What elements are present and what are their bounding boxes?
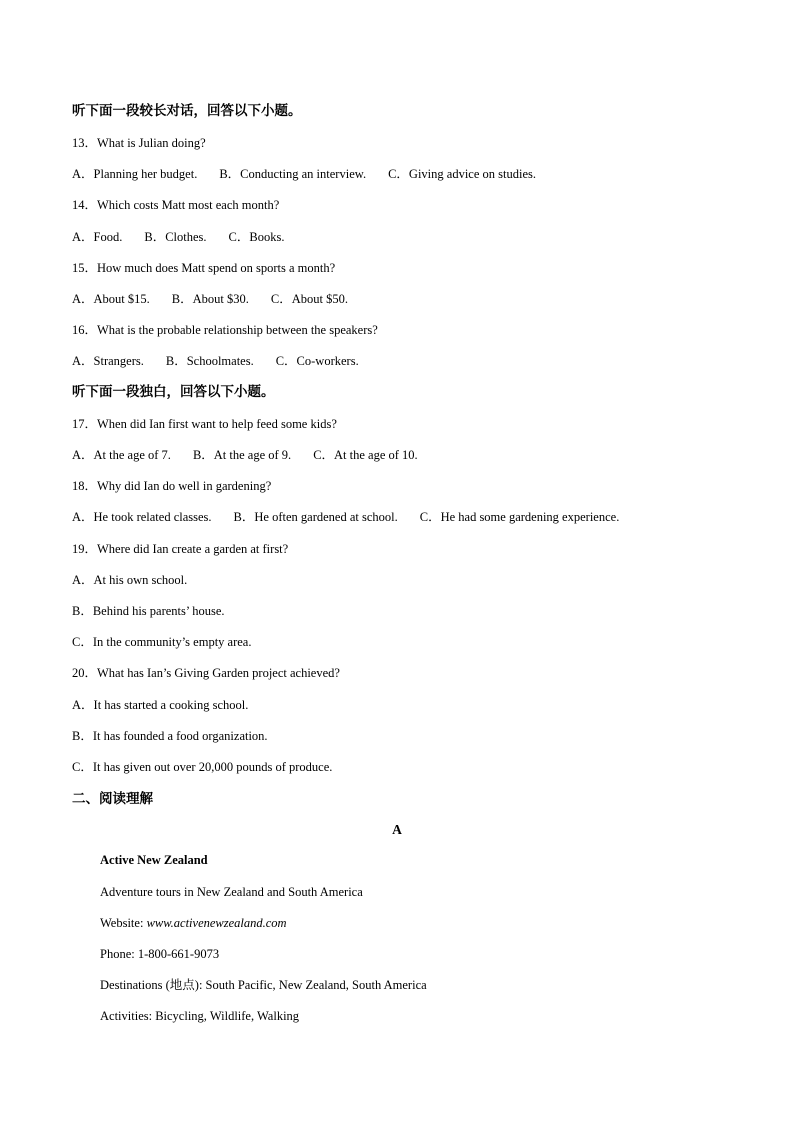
option-c[interactable]: C．Books. [228, 230, 285, 244]
option-c[interactable]: C．It has given out over 20,000 pounds of produce. [72, 760, 333, 774]
options-16 [72, 353, 359, 369]
option-a[interactable]: A．About $15. [72, 292, 150, 306]
option-b[interactable]: B．Schoolmates. [165, 354, 254, 368]
option-b[interactable]: B．Behind his parents’ house. [72, 604, 225, 618]
section-heading-dialogue: 听下面一段较长对话，回答以下小题。 [72, 103, 302, 118]
option-c[interactable]: C．At the age of 10. [313, 448, 418, 462]
option-c[interactable]: C．He had some gardening experience. [419, 510, 620, 524]
website-line [100, 915, 287, 931]
website-link[interactable]: www.activenewzealand.com [146, 916, 287, 930]
phone-line: Phone: 1-800-661-9073 [100, 947, 220, 961]
reading-section-heading: 二、阅读理解 [72, 791, 153, 806]
question-20: 20．What has Ian’s Giving Garden project achieved? [72, 666, 340, 680]
options-17 [72, 447, 418, 463]
option-a[interactable]: A．Strangers. [72, 354, 144, 368]
question-15: 15．How much does Matt spend on sports a month? [72, 261, 336, 275]
option-b[interactable]: B．About $30. [171, 292, 249, 306]
option-c[interactable]: C．Co-workers. [275, 354, 359, 368]
option-c[interactable]: C．In the community’s empty area. [72, 635, 252, 649]
option-b[interactable]: B．At the age of 9. [192, 448, 292, 462]
option-a[interactable]: A．At the age of 7. [72, 448, 171, 462]
options-13 [72, 166, 536, 182]
question-19: 19．Where did Ian create a garden at first? [72, 542, 289, 556]
option-b[interactable]: B．Clothes. [144, 230, 207, 244]
options-18 [72, 509, 619, 525]
question-14: 14．Which costs Matt most each month? [72, 198, 280, 212]
passage-title: Active New Zealand [100, 853, 208, 867]
section-heading-monologue: 听下面一段独白，回答以下小题。 [72, 384, 275, 399]
option-b[interactable]: B．Conducting an interview. [219, 167, 367, 181]
website-label: Website: [100, 916, 147, 930]
activities-line: Activities: Bicycling, Wildlife, Walking [100, 1009, 300, 1023]
option-a[interactable]: A．At his own school. [72, 573, 188, 587]
option-b[interactable]: B．He often gardened at school. [233, 510, 398, 524]
option-c[interactable]: C．Giving advice on studies. [388, 167, 536, 181]
question-17: 17．When did Ian first want to help feed some kids? [72, 417, 337, 431]
option-a[interactable]: A．Planning her budget. [72, 167, 198, 181]
passage-label: A [392, 822, 402, 837]
option-c[interactable]: C．About $50. [270, 292, 348, 306]
destinations-line: Destinations (地点): South Pacific, New Zealand, South America [100, 978, 427, 992]
option-a[interactable]: A．It has started a cooking school. [72, 698, 249, 712]
option-a[interactable]: A．He took related classes. [72, 510, 212, 524]
options-15 [72, 291, 348, 307]
question-18: 18．Why did Ian do well in gardening? [72, 479, 272, 493]
options-14 [72, 229, 284, 245]
passage-subtitle: Adventure tours in New Zealand and South America [100, 885, 363, 899]
option-b[interactable]: B．It has founded a food organization. [72, 729, 268, 743]
option-a[interactable]: A．Food. [72, 230, 123, 244]
question-16: 16．What is the probable relationship between the speakers? [72, 323, 378, 337]
question-13: 13．What is Julian doing? [72, 136, 206, 150]
